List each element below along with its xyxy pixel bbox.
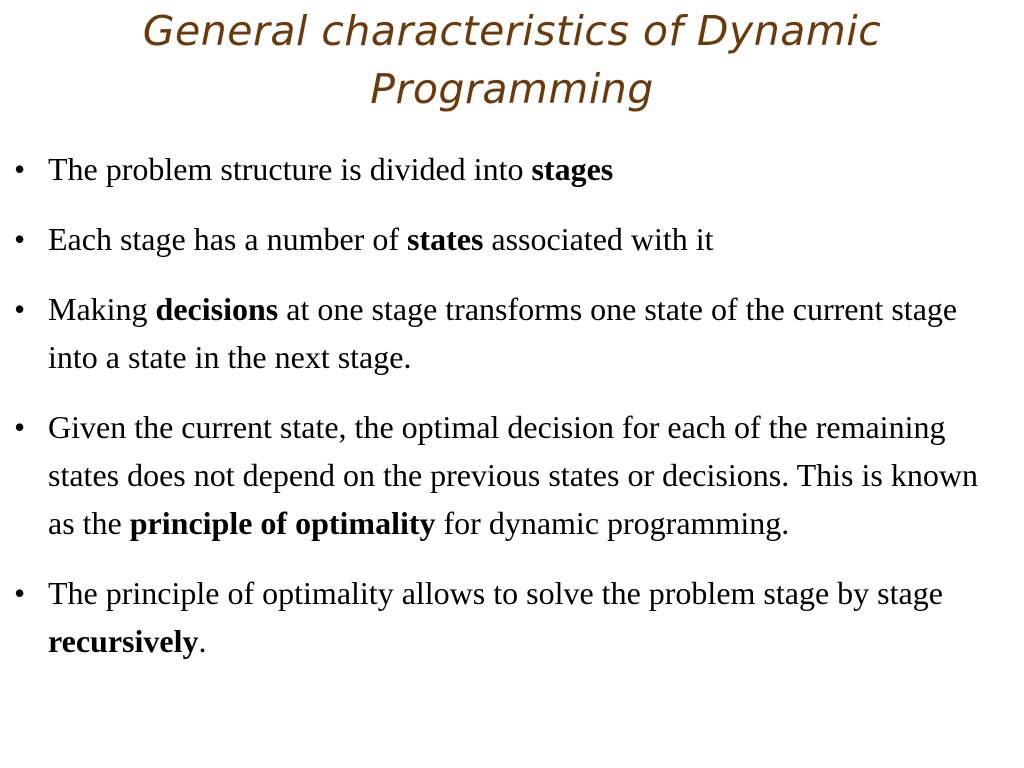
bullet-text: The problem structure is divided into — [48, 151, 532, 187]
bullet-dot: • — [14, 575, 26, 611]
bullet-dot: • — [14, 221, 26, 257]
bullet-item-states — [0, 215, 1000, 263]
bullet-text: Given the current state, the optimal decision for each of the remaining states does not depend on the previous states or decisions. This is known as the — [48, 409, 978, 541]
bullet-item-stages — [0, 145, 1000, 193]
bullet-list — [0, 145, 1000, 687]
bullet-text-tail: for dynamic programming. — [435, 505, 790, 541]
bullet-text: Making — [48, 291, 156, 327]
bullet-item-decisions — [0, 285, 1000, 381]
bullet-text-tail: at one stage transforms one state of the current stage into a state in the next stage. — [48, 291, 958, 375]
bullet-text: The principle of optimality allows to solve the problem stage by stage — [48, 575, 943, 611]
bullet-dot: • — [14, 409, 26, 445]
bullet-emphasis: states — [406, 221, 484, 257]
bullet-item-recursively — [0, 569, 1000, 665]
slide-title — [0, 2, 1024, 118]
bullet-text-tail: . — [198, 623, 207, 659]
title-line-1: General characteristics of Dynamic — [142, 7, 882, 55]
bullet-emphasis: principle of optimality — [129, 505, 436, 541]
bullet-dot: • — [14, 151, 26, 187]
bullet-emphasis: stages — [531, 151, 614, 187]
bullet-text: Each stage has a number of — [48, 221, 407, 257]
bullet-emphasis: decisions — [155, 291, 279, 327]
title-line-2: Programming — [370, 65, 654, 113]
bullet-item-principle-of-optimality — [0, 403, 1000, 547]
bullet-dot: • — [14, 291, 26, 327]
bullet-text-tail: associated with it — [483, 221, 714, 257]
bullet-emphasis: recursively — [48, 623, 199, 659]
